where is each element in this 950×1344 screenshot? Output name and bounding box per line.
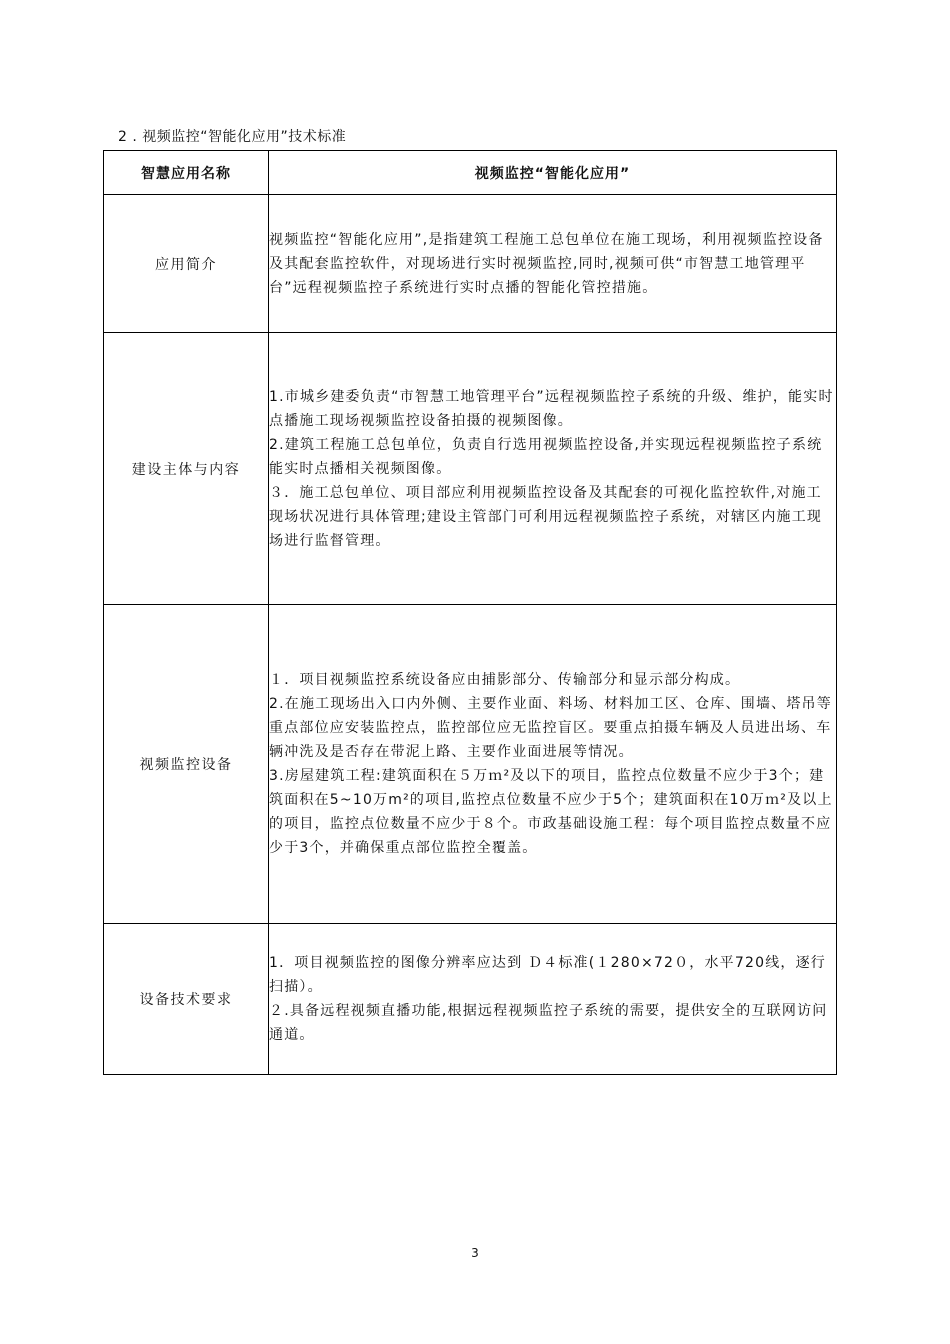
row-content <box>269 924 837 1075</box>
row-content <box>269 605 837 924</box>
paragraph: 1.市城乡建委负责“市智慧工地管理平台”远程视频监控子系统的升级、维护，能实时点播施工现场视频监控设备拍摄的视频图像。 <box>269 388 834 429</box>
table-row <box>104 924 837 1075</box>
paragraph: 2.在施工现场出入口内外侧、主要作业面、料场、材料加工区、仓库、围墙、塔吊等重点部位应安装监控点，监控部位应无监控盲区。要重点拍摄车辆及人员进出场、车辆冲洗及是否存在带泥上路、主要作业面进展等情况。 <box>269 696 832 760</box>
table-row <box>104 195 837 333</box>
table-header-row <box>104 151 837 195</box>
header-name-cell: 智慧应用名称 <box>104 151 269 195</box>
row-content <box>269 333 837 605</box>
page-number: 3 <box>471 1246 479 1260</box>
row-label: 应用简介 <box>104 195 269 333</box>
row-label: 建设主体与内容 <box>104 333 269 605</box>
paragraph: 3.房屋建筑工程:建筑面积在５万ｍ²及以下的项目，监控点位数量不应少于3个；建筑面积在5~10万m²的项目,监控点位数量不应少于5个；建筑面积在10万ｍ²及以上的项目，监控点位数量不应少于８个。市政基础设施工程：每个项目监控点数量不应少于3个，并确保重点部位监控全覆盖。 <box>269 768 833 856</box>
paragraph: 2.建筑工程施工总包单位，负责自行选用视频监控设备,并实现远程视频监控子系统能实时点播相关视频图像。 <box>269 436 823 477</box>
row-content <box>269 195 837 333</box>
standards-table <box>103 150 837 1075</box>
section-heading: 2 . 视频监控“智能化应用”技术标准 <box>118 129 347 145</box>
header-value-cell: 视频监控“智能化应用” <box>269 151 837 195</box>
paragraph: ３．施工总包单位、项目部应利用视频监控设备及其配套的可视化监控软件,对施工现场状况进行具体管理;建设主管部门可利用远程视频监控子系统，对辖区内施工现场进行监督管理。 <box>269 484 823 549</box>
row-label: 视频监控设备 <box>104 605 269 924</box>
paragraph: 视频监控“智能化应用”,是指建筑工程施工总包单位在施工现场，利用视频监控设备及其配套监控软件，对现场进行实时视频监控,同时,视频可供“市智慧工地管理平台”远程视频监控子系统进行实时点播的智能化管控措施。 <box>269 231 824 296</box>
paragraph: １．项目视频监控系统设备应由捕影部分、传输部分和显示部分构成。 <box>269 672 741 688</box>
paragraph: 1．项目视频监控的图像分辨率应达到 Ｄ４标准(１280×72０，水平720线，逐行扫描）。 <box>269 955 827 995</box>
row-label: 设备技术要求 <box>104 924 269 1075</box>
table-row <box>104 605 837 924</box>
table-row <box>104 333 837 605</box>
paragraph: ２.具备远程视频直播功能,根据远程视频监控子系统的需要，提供安全的互联网访问通道。 <box>269 1003 828 1043</box>
